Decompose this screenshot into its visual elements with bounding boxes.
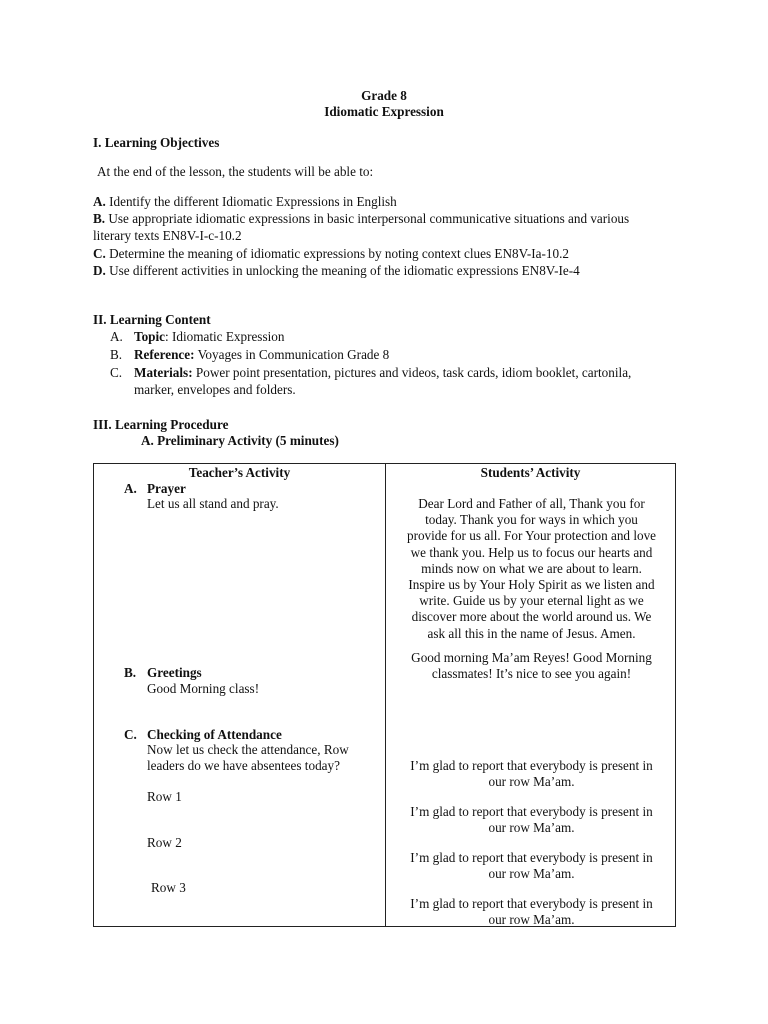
response-line: today. Thank you for ways in which you xyxy=(425,512,638,528)
attendance-response xyxy=(392,896,671,928)
row-label: Row 3 xyxy=(151,880,186,895)
procedure-heading: III. Learning Procedure xyxy=(93,417,229,432)
objective-letter: C. xyxy=(93,246,106,261)
response-line: I’m glad to report that everybody is present in xyxy=(410,758,653,773)
teacher-header: Teacher’s Activity xyxy=(188,465,291,480)
prayer-title: Prayer xyxy=(147,481,186,496)
response-line: Inspire us by Your Holy Spirit as we listen and xyxy=(408,577,655,593)
response-line: minds now on what we are about to learn. xyxy=(421,560,642,576)
objective-letter: B. xyxy=(93,211,106,226)
objective-b-cont: literary texts EN8V-I-c-10.2 xyxy=(93,228,242,243)
response-line: our row Ma’am. xyxy=(488,866,575,882)
attendance-response xyxy=(392,758,671,790)
attendance-teacher-line: Now let us check the attendance, Row xyxy=(147,742,349,757)
response-line: our row Ma’am. xyxy=(488,774,575,790)
objectives-intro: At the end of the lesson, the students will be able to: xyxy=(97,164,374,179)
greetings-student-response xyxy=(392,650,671,682)
objective-text: Use different activities in unlocking the meaning of the idiomatic expressions EN8V-Ie-4 xyxy=(109,263,580,278)
objective-a xyxy=(93,194,678,210)
response-line: provide for us all. For Your protection and love xyxy=(406,528,657,544)
attendance-letter: C. xyxy=(124,727,137,742)
response-line: write. Guide us by your eternal light as we xyxy=(419,593,644,609)
prayer-student-response xyxy=(392,496,671,642)
attendance-response xyxy=(392,804,671,836)
subject-title: Idiomatic Expression xyxy=(324,104,444,119)
response-line: Good morning Ma’am Reyes! Good Morning xyxy=(411,650,652,665)
response-line: we thank you. Help us to focus our hearts and xyxy=(410,544,653,560)
content-heading: II. Learning Content xyxy=(93,312,211,327)
row-label: Row 2 xyxy=(147,835,182,850)
student-column xyxy=(386,464,676,927)
content-text: Power point presentation, pictures and videos, task cards, idiom booklet, cartonila, xyxy=(192,365,632,380)
content-label: Reference: xyxy=(134,347,195,362)
objective-text: Determine the meaning of idiomatic expressions by noting context clues EN8V-Ia-10.2 xyxy=(109,246,569,261)
response-line: I’m glad to report that everybody is present in xyxy=(410,850,653,865)
response-line: our row Ma’am. xyxy=(488,820,575,836)
content-text: : Idiomatic Expression xyxy=(165,329,285,344)
activity-table xyxy=(93,463,676,927)
attendance-teacher-line: leaders do we have absentees today? xyxy=(147,758,340,773)
objective-c xyxy=(93,246,678,262)
content-letter: B. xyxy=(110,347,123,362)
content-letter: C. xyxy=(110,365,123,380)
teacher-column xyxy=(94,464,386,927)
grade-title: Grade 8 xyxy=(361,88,407,103)
response-line: classmates! It’s nice to see you again! xyxy=(431,666,632,682)
greetings-title: Greetings xyxy=(147,665,202,680)
objective-text: Identify the different Idiomatic Expressions in English xyxy=(109,194,397,209)
attendance-title: Checking of Attendance xyxy=(147,727,282,742)
objective-letter: D. xyxy=(93,263,106,278)
response-line: discover more about the world around us. We xyxy=(411,609,652,625)
content-label: Topic xyxy=(134,329,166,344)
procedure-subheading: A. Preliminary Activity (5 minutes) xyxy=(141,433,339,448)
response-line: I’m glad to report that everybody is present in xyxy=(410,896,653,911)
content-letter: A. xyxy=(110,329,123,344)
content-label: Materials: xyxy=(134,365,193,380)
objective-text: Use appropriate idiomatic expressions in basic interpersonal communicative situations and various xyxy=(108,211,630,226)
objective-letter: A. xyxy=(93,194,106,209)
objective-b xyxy=(93,211,678,227)
response-line: ask all this in the name of Jesus. Amen. xyxy=(427,625,636,641)
prayer-letter: A. xyxy=(124,481,137,496)
attendance-response xyxy=(392,850,671,882)
objectives-heading: I. Learning Objectives xyxy=(93,135,220,150)
greetings-teacher-text: Good Morning class! xyxy=(147,681,260,696)
objective-d xyxy=(93,263,678,279)
student-header: Students’ Activity xyxy=(480,465,581,480)
content-text: marker, envelopes and folders. xyxy=(134,382,296,397)
content-text: Voyages in Communication Grade 8 xyxy=(194,347,390,362)
prayer-teacher-text: Let us all stand and pray. xyxy=(147,496,279,511)
row-label: Row 1 xyxy=(147,789,182,804)
response-line: our row Ma’am. xyxy=(488,912,575,928)
greetings-letter: B. xyxy=(124,665,137,680)
response-line: I’m glad to report that everybody is present in xyxy=(410,804,653,819)
response-line: Dear Lord and Father of all, Thank you for xyxy=(418,496,645,511)
